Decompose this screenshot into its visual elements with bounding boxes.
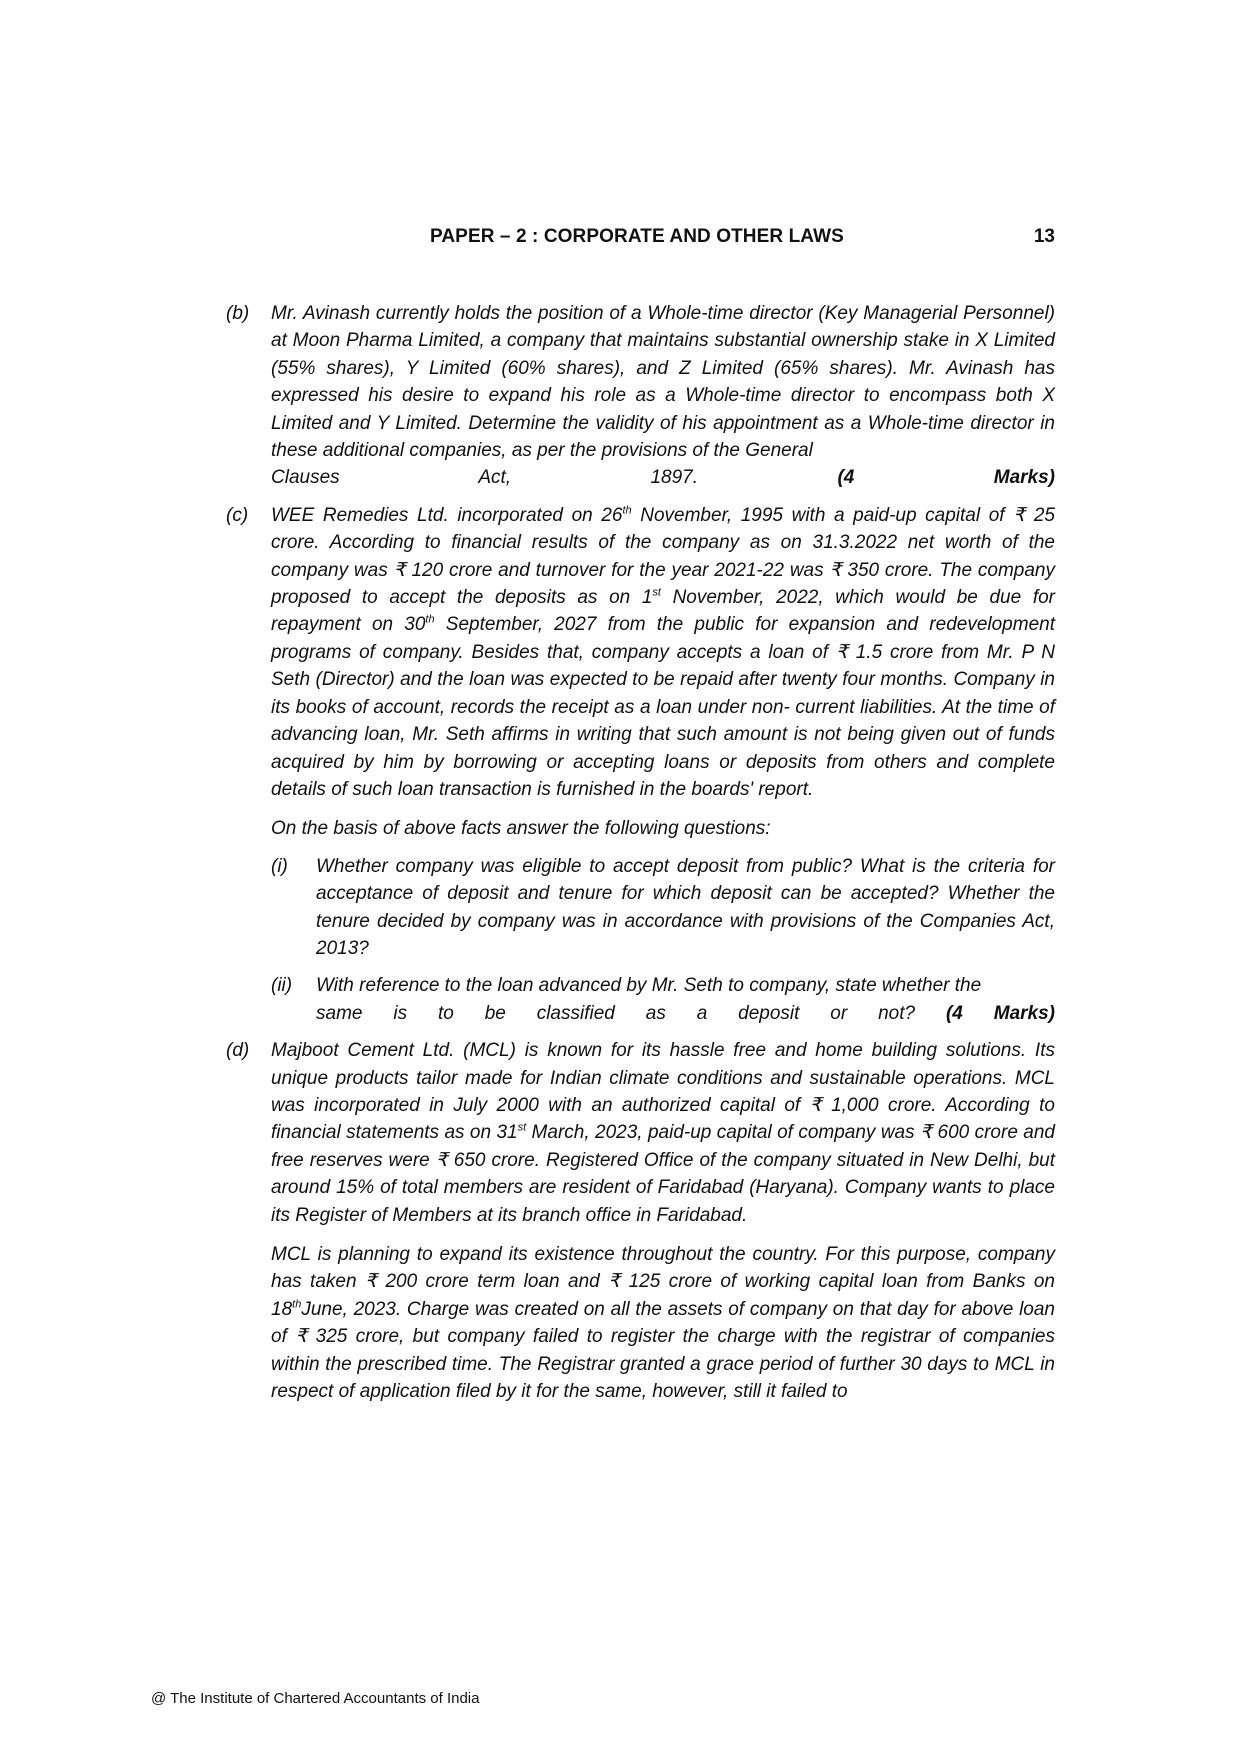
sub-question-i — [271, 853, 1055, 963]
superscript: st — [517, 1122, 527, 1135]
sub-question-content — [316, 972, 1055, 1027]
question-label: (d) — [226, 1040, 250, 1062]
footer-copyright: @ The Institute of Chartered Accountants of India — [151, 1690, 480, 1707]
question-c-paragraph-1 — [271, 502, 1055, 803]
text-segment: MCL is planning to expand its existence throughout the country. For this purpose, company has taken ₹ 200 crore term loan and ₹ 125 crore of working capital loan from Banks on 18 — [271, 1244, 1055, 1320]
text-segment: June, 2023. Charge was created on all the assets of company on that day for above loan of ₹ 325 crore, but company failed to register the charge with the registrar of companies within the prescribed time. The Registrar granted a grace period of further 30 days to MCL in respect of application filed by it for the same, however, still it failed to — [271, 1298, 1055, 1403]
question-b — [226, 300, 1055, 492]
question-b-body: Mr. Avinash currently holds the position of a Whole-time director (Key Managerial Personnel) at Moon Pharma Limited, a company that maintains substantial ownership stake in X Limited (55% shares), Y Limited (60% shares), and Z Limited (65% shares). Mr. Avinash has expressed his desire to expand his role as a Whole-time director to encompass both X Limited and Y Limited. Determine the validity of his appointment as a Whole-time director in these additional companies, as per the provisions of the General — [271, 303, 1055, 462]
page-header — [0, 226, 1241, 256]
sub-question-text: Whether company was eligible to accept deposit from public? What is the criteria for acceptance of deposit and tenure for which deposit can be accepted? Whether the tenure decided by company was in accordance with provisions of the Companies Act, 2013? — [316, 855, 1055, 959]
question-content — [271, 1037, 1055, 1405]
question-d-paragraph-2 — [271, 1241, 1055, 1405]
sub-question-label: (i) — [271, 855, 288, 877]
page-number: 13 — [1033, 226, 1055, 247]
text-segment: WEE Remedies Ltd. incorporated on 26 — [271, 504, 623, 526]
question-content — [271, 300, 1055, 492]
question-label: (b) — [226, 303, 250, 324]
document-body — [226, 300, 1055, 1415]
sub-question-last-line — [316, 1000, 1055, 1027]
question-c — [226, 502, 1055, 1027]
sub-question-content — [316, 853, 1055, 963]
question-c-paragraph-2: On the basis of above facts answer the following questions: — [271, 818, 771, 840]
superscript: th — [425, 614, 435, 627]
text-segment: September, 2027 from the public for expansion and redevelopment programs of company. Besides that, company accepts a loan of ₹ 1.5 crore from Mr. P N Seth (Director) and the loan was expected to be repaid after twenty four months. Company in its books of account, records the receipt as a loan under non- current liabilities. At the time of advancing loan, Mr. Seth affirms in writing that such amount is not being given out of funds acquired by him by borrowing or accepting loans or deposits from others and complete details of such loan transaction is furnished in the boards' report. — [271, 614, 1055, 800]
sub-question-label: (ii) — [271, 975, 293, 997]
question-b-last-line — [271, 464, 1055, 491]
text-segment: March, 2023, paid-up capital of company was ₹ 600 crore and free reserves were ₹ 650 crore. Registered Office of the company situated in New Delhi, but around 15% of total members are resident of Faridabad (Haryana). Company wants to place its Register of Members at its branch office in Faridabad. — [271, 1122, 1055, 1226]
question-content — [271, 502, 1055, 1027]
text-segment: November, 1995 with a paid-up capital of ₹ 25 crore. According to financial results of the company as on 31.3.2022 net worth of the company was ₹ 120 crore and turnover for the year 2021-22 was ₹ 350 crore. The company proposed to accept the deposits as on 1 — [271, 504, 1055, 609]
text-segment: Majboot Cement Ltd. (MCL) is known for its hassle free and home building solutions. Its unique products tailor made for Indian climate conditions and sustainable operations. MCL was incorporated in July 2000 with an authorized capital of ₹ 1,000 crore. According to financial statements as on 31 — [271, 1040, 1055, 1144]
question-d-paragraph-1 — [271, 1037, 1055, 1229]
question-d — [226, 1037, 1055, 1405]
superscript: th — [292, 1298, 302, 1311]
superscript: th — [622, 504, 632, 517]
sub-question-ii — [271, 972, 1055, 1027]
page-title: PAPER – 2 : CORPORATE AND OTHER LAWS — [430, 226, 844, 247]
sub-question-text: With reference to the loan advanced by Mr. Seth to company, state whether the — [316, 975, 982, 997]
question-b-last-text: Clauses Act, 1897. — [271, 467, 699, 489]
text-segment: November, 2022, which would be due for repayment on 30 — [271, 587, 1055, 636]
marks-label: (4 Marks) — [945, 1002, 1055, 1024]
question-label: (c) — [226, 504, 249, 526]
superscript: st — [652, 586, 661, 599]
sub-question-last-text: same is to be classified as a deposit or not? — [316, 1002, 916, 1024]
question-b-text — [271, 300, 1055, 464]
marks-label: (4 Marks) — [837, 467, 1056, 489]
